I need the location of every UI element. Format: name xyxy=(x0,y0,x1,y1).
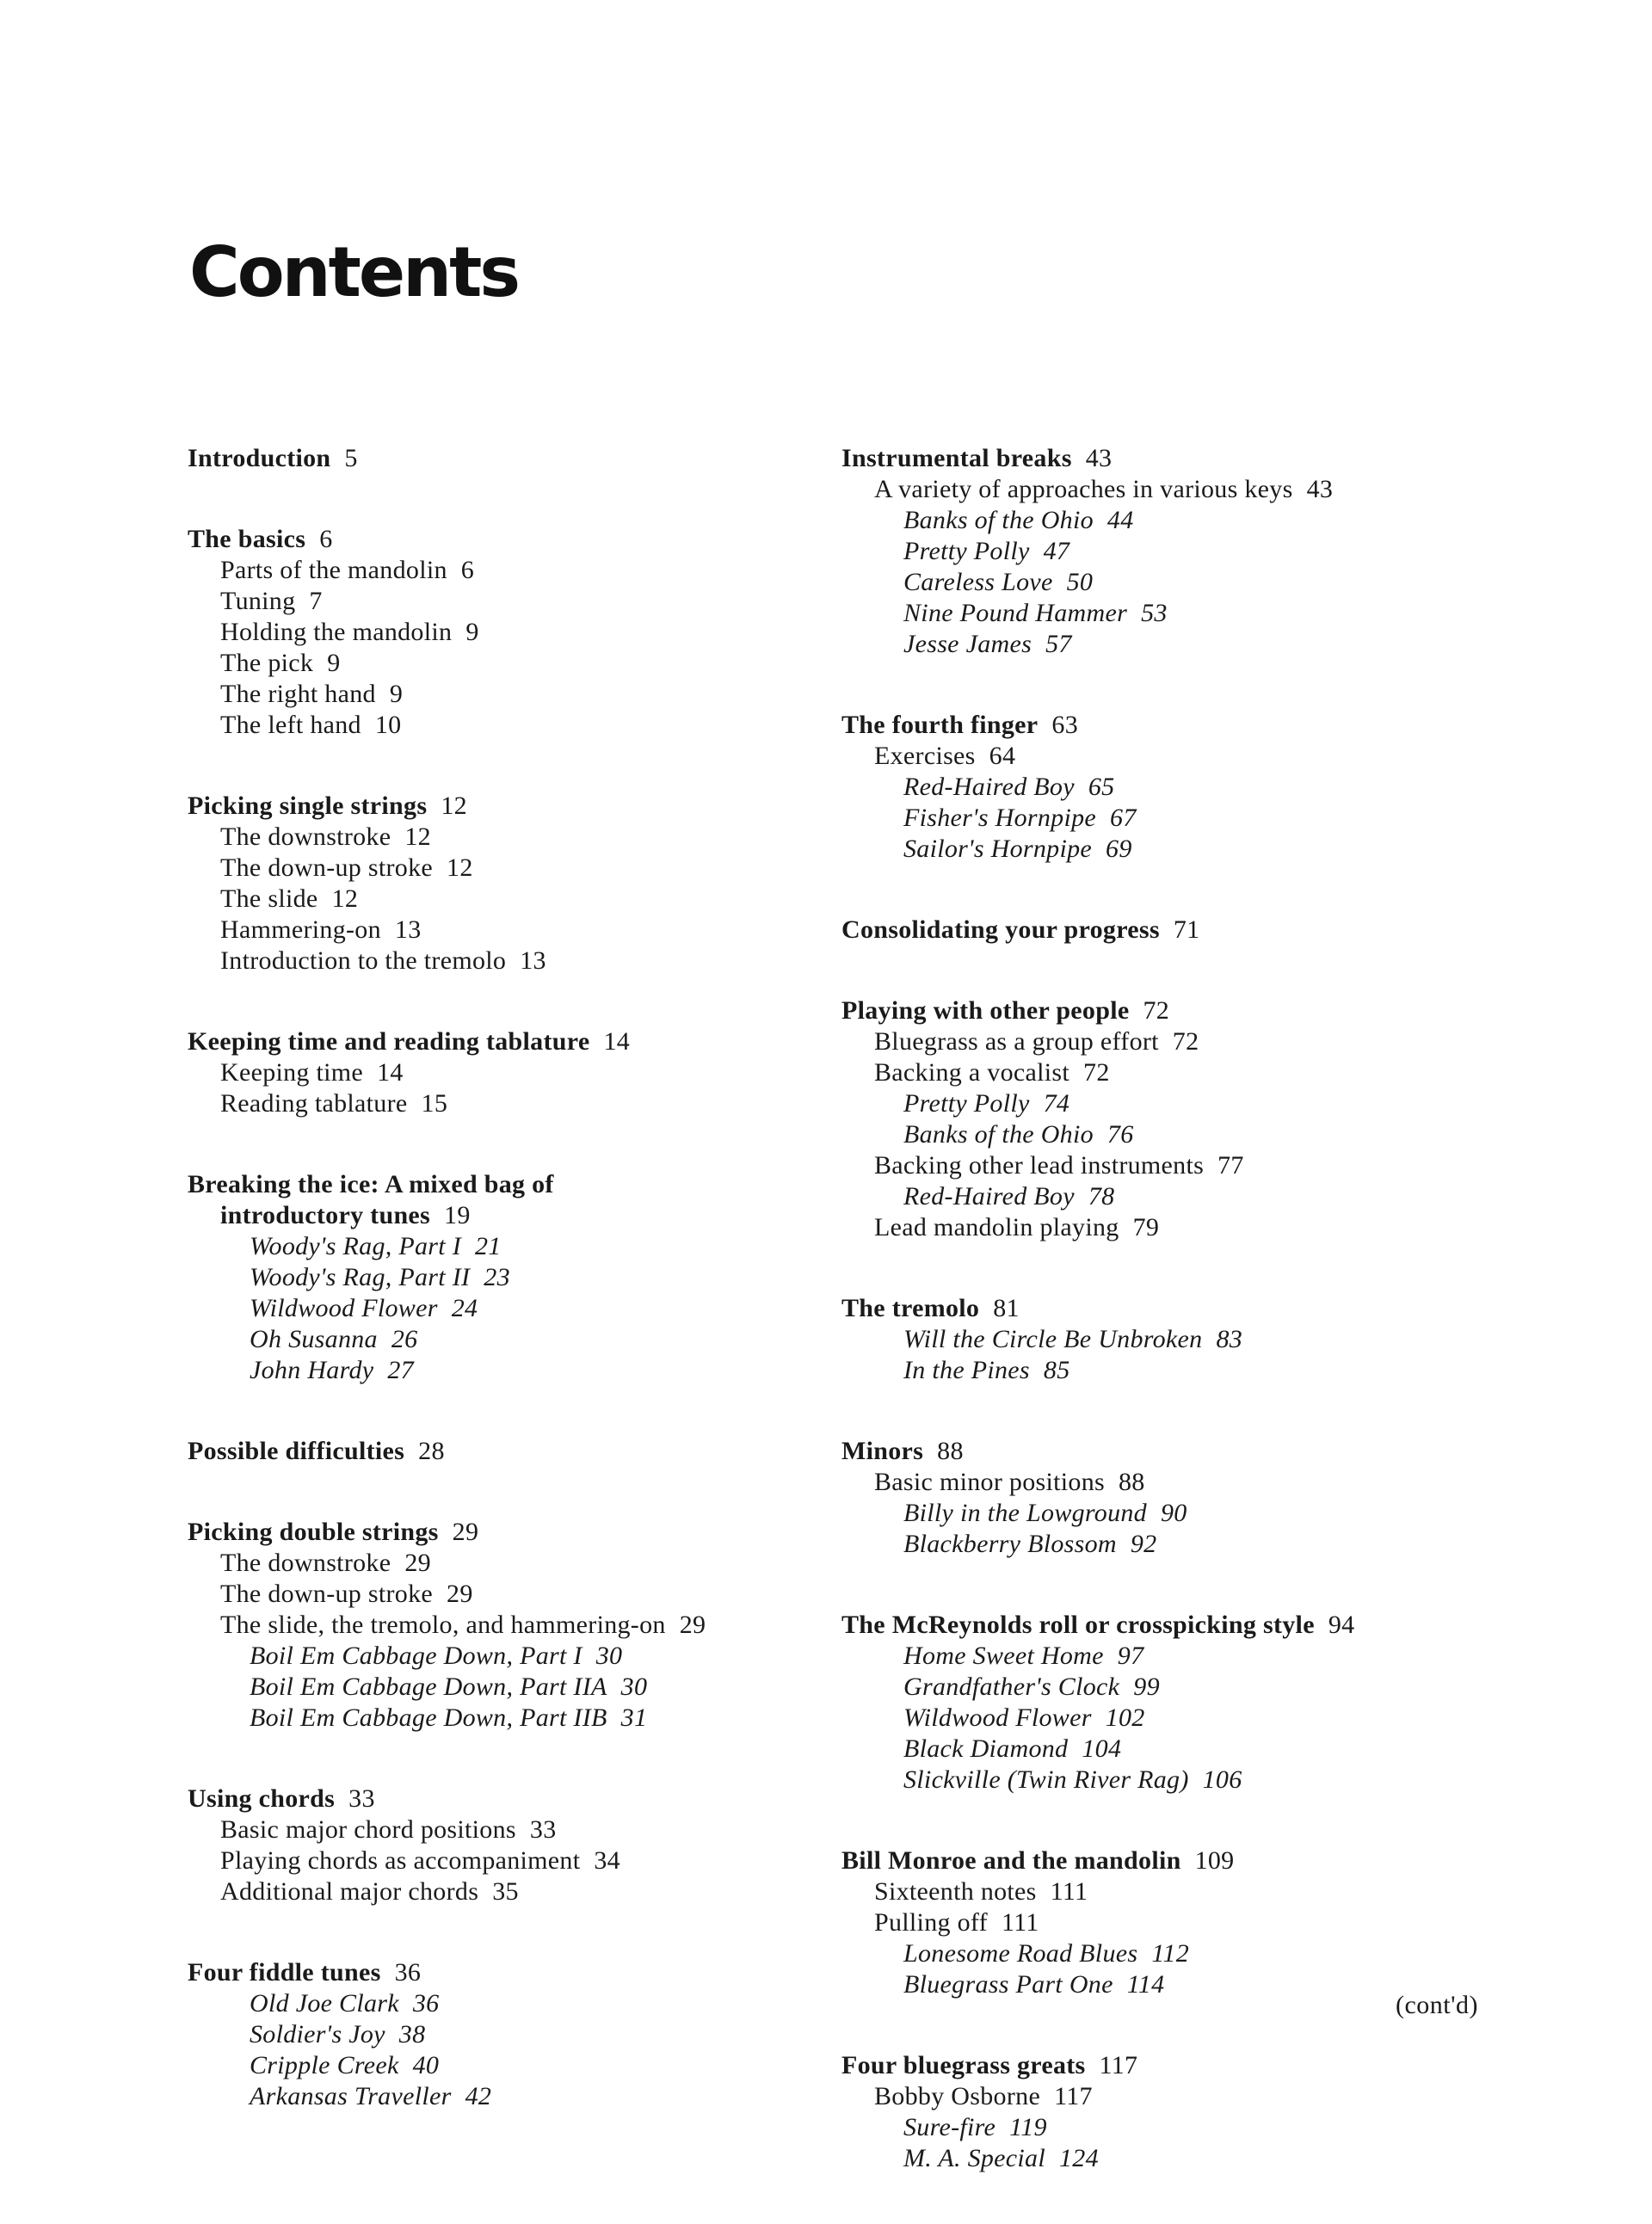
toc-chapter-entry xyxy=(188,1517,928,1548)
toc-tune-entry xyxy=(841,1088,1530,1119)
toc-entry-title: Boil Em Cabbage Down, Part I xyxy=(250,1642,583,1670)
toc-section xyxy=(841,710,1530,865)
toc-subsection-entry xyxy=(841,741,1530,772)
toc-subsection-entry xyxy=(841,1907,1530,1938)
toc-page-number: 78 xyxy=(1088,1182,1115,1211)
toc-chapter-entry xyxy=(841,443,1530,474)
toc-entry-title: Lead mandolin playing xyxy=(874,1213,1119,1241)
toc-section xyxy=(841,443,1530,660)
toc-subsection-entry xyxy=(188,946,928,976)
toc-page-number: 111 xyxy=(1001,1908,1039,1937)
toc-subsection-entry xyxy=(188,822,928,853)
toc-chapter-entry xyxy=(188,1026,928,1057)
toc-entry-title: Jesse James xyxy=(903,630,1032,658)
toc-page-number: 92 xyxy=(1130,1530,1157,1558)
toc-page-number: 15 xyxy=(421,1089,448,1118)
toc-entry-title: Banks of the Ohio xyxy=(903,506,1094,534)
toc-page-number: 30 xyxy=(620,1673,648,1701)
toc-entry-title: Woody's Rag, Part I xyxy=(250,1232,461,1260)
toc-tune-entry xyxy=(841,536,1530,567)
toc-page-number: 69 xyxy=(1106,835,1132,863)
toc-entry-title: Fisher's Hornpipe xyxy=(903,804,1097,832)
toc-subsection-entry xyxy=(841,474,1530,505)
toc-page-number: 117 xyxy=(1099,2051,1138,2079)
toc-page-number: 79 xyxy=(1132,1213,1160,1241)
toc-page-number: 94 xyxy=(1328,1611,1355,1639)
toc-subsection-entry xyxy=(188,1845,928,1876)
toc-page-number: 72 xyxy=(1083,1058,1110,1087)
page-title: Contents xyxy=(189,232,518,312)
toc-entry-title: The right hand xyxy=(220,680,376,708)
toc-page-number: 72 xyxy=(1143,996,1170,1025)
toc-section xyxy=(188,1169,928,1386)
toc-tune-entry xyxy=(841,803,1530,834)
toc-entry-title: Hammering-on xyxy=(220,915,381,944)
toc-section xyxy=(188,1026,928,1119)
toc-entry-title: Pretty Polly xyxy=(903,1089,1030,1118)
toc-page-number: 102 xyxy=(1105,1703,1145,1732)
toc-page-number: 6 xyxy=(460,556,475,584)
toc-entry-title: Introduction to the tremolo xyxy=(220,946,507,975)
toc-page-number: 76 xyxy=(1106,1120,1134,1149)
toc-page-number: 9 xyxy=(327,649,341,677)
toc-section xyxy=(841,915,1530,946)
toc-entry-title: The slide, the tremolo, and hammering-on xyxy=(220,1611,666,1639)
toc-entry-title: Wildwood Flower xyxy=(250,1294,438,1322)
toc-entry-title: The down-up stroke xyxy=(220,1580,434,1608)
toc-entry-title: Bluegrass as a group effort xyxy=(874,1027,1159,1056)
toc-entry-title: Wildwood Flower xyxy=(903,1703,1092,1732)
toc-chapter-entry xyxy=(841,1610,1530,1641)
toc-page-number: 119 xyxy=(1009,2113,1047,2141)
toc-page-number: 72 xyxy=(1172,1027,1199,1056)
toc-chapter-entry xyxy=(841,1845,1530,1876)
toc-tune-entry xyxy=(841,1734,1530,1765)
toc-entry-title: M. A. Special xyxy=(903,2144,1045,2172)
toc-tune-entry xyxy=(841,629,1530,660)
toc-section xyxy=(841,1293,1530,1386)
toc-subsection-entry xyxy=(188,1610,928,1641)
toc-page-number: 97 xyxy=(1117,1642,1144,1670)
toc-tune-entry xyxy=(841,1529,1530,1560)
toc-page-number: 111 xyxy=(1050,1877,1088,1906)
toc-chapter-entry xyxy=(188,443,928,474)
toc-page-number: 43 xyxy=(1085,444,1113,472)
toc-page-number: 42 xyxy=(465,2082,492,2110)
toc-subsection-entry xyxy=(188,915,928,946)
toc-page-number: 6 xyxy=(319,525,333,553)
toc-tune-entry xyxy=(188,2081,928,2112)
toc-entry-title: The McReynolds roll or crosspicking style xyxy=(841,1611,1315,1639)
toc-page-number: 24 xyxy=(451,1294,478,1322)
toc-page-number: 109 xyxy=(1194,1846,1235,1875)
toc-entry-title: John Hardy xyxy=(250,1356,374,1384)
toc-entry-title: Basic major chord positions xyxy=(220,1815,516,1844)
toc-page-number: 14 xyxy=(603,1027,631,1056)
toc-entry-title: Tuning xyxy=(220,587,296,615)
toc-entry-title: Parts of the mandolin xyxy=(220,556,447,584)
toc-subsection-entry xyxy=(188,710,928,741)
toc-entry-title: Pretty Polly xyxy=(903,537,1030,565)
toc-subsection-entry xyxy=(841,2081,1530,2112)
toc-subsection-entry xyxy=(188,1876,928,1907)
toc-subsection-entry xyxy=(188,1579,928,1610)
toc-chapter-entry xyxy=(188,524,928,555)
toc-subsection-entry xyxy=(188,555,928,586)
toc-tune-entry xyxy=(841,834,1530,865)
toc-subsection-entry xyxy=(188,1814,928,1845)
toc-page-number: 33 xyxy=(529,1815,557,1844)
toc-page-number: 13 xyxy=(394,915,422,944)
toc-subsection-entry xyxy=(841,1467,1530,1498)
toc-subsection-entry xyxy=(841,1212,1530,1243)
toc-entry-title: Sailor's Hornpipe xyxy=(903,835,1093,863)
toc-entry-title: Bluegrass Part One xyxy=(903,1970,1113,1999)
toc-page-number: 57 xyxy=(1045,630,1072,658)
toc-page-number: 29 xyxy=(679,1611,706,1639)
toc-entry-title: Backing other lead instruments xyxy=(874,1151,1205,1180)
toc-tune-entry xyxy=(188,2019,928,2050)
toc-entry-title: Cripple Creek xyxy=(250,2051,399,2079)
toc-section xyxy=(841,1610,1530,1796)
toc-page-number: 9 xyxy=(389,680,404,708)
toc-section xyxy=(188,1784,928,1907)
toc-tune-entry xyxy=(188,1231,928,1262)
toc-page-number: 71 xyxy=(1173,915,1200,944)
toc-page-number: 21 xyxy=(475,1232,502,1260)
toc-tune-entry xyxy=(841,598,1530,629)
toc-entry-title: Introduction xyxy=(188,444,331,472)
toc-entry-title: Pulling off xyxy=(874,1908,988,1937)
toc-entry-title: Blackberry Blossom xyxy=(903,1530,1117,1558)
toc-tune-entry xyxy=(188,1988,928,2019)
toc-entry-title: Holding the mandolin xyxy=(220,618,453,646)
toc-page-number: 12 xyxy=(331,884,359,913)
toc-entry-title: introductory tunes xyxy=(220,1201,431,1229)
toc-section xyxy=(188,1517,928,1734)
toc-entry-title: The left hand xyxy=(220,711,361,739)
toc-page-number: 7 xyxy=(309,587,323,615)
toc-entry-title: Black Diamond xyxy=(903,1734,1069,1763)
toc-section xyxy=(188,1957,928,2112)
toc-page-number: 35 xyxy=(492,1877,519,1906)
toc-right-column xyxy=(841,443,1530,2224)
toc-entry-title: Using chords xyxy=(188,1784,336,1813)
toc-subsection-entry xyxy=(188,1548,928,1579)
toc-page-number: 12 xyxy=(441,792,467,820)
toc-entry-title: Backing a vocalist xyxy=(874,1058,1070,1087)
toc-entry-title: Playing chords as accompaniment xyxy=(220,1846,581,1875)
toc-page-number: 29 xyxy=(452,1518,479,1546)
toc-page-number: 14 xyxy=(377,1058,404,1087)
toc-tune-entry xyxy=(841,505,1530,536)
toc-page-number: 53 xyxy=(1141,599,1168,627)
toc-entry-title: Billy in the Lowground xyxy=(903,1499,1147,1527)
toc-chapter-entry xyxy=(841,995,1530,1026)
toc-subsection-entry xyxy=(188,884,928,915)
toc-entry-title: Additional major chords xyxy=(220,1877,479,1906)
toc-page-number: 67 xyxy=(1110,804,1137,832)
toc-page-number: 44 xyxy=(1106,506,1134,534)
toc-page-number: 36 xyxy=(412,1989,440,2018)
toc-page-number: 13 xyxy=(520,946,546,975)
toc-tune-entry xyxy=(841,1703,1530,1734)
toc-tune-entry xyxy=(841,1765,1530,1796)
toc-tune-entry xyxy=(841,1938,1530,1969)
toc-page-number: 85 xyxy=(1043,1356,1070,1384)
toc-entry-title: Bobby Osborne xyxy=(874,2082,1041,2110)
toc-tune-entry xyxy=(841,1119,1530,1150)
toc-entry-title: The tremolo xyxy=(841,1294,980,1322)
toc-page-number: 63 xyxy=(1051,711,1079,739)
toc-page-number: 74 xyxy=(1043,1089,1070,1118)
toc-subsection-entry xyxy=(841,1150,1530,1181)
toc-page-number: 117 xyxy=(1054,2082,1093,2110)
toc-entry-title: Nine Pound Hammer xyxy=(903,599,1128,627)
toc-subsection-entry xyxy=(188,586,928,617)
toc-page-number: 114 xyxy=(1126,1970,1165,1999)
toc-page-number: 77 xyxy=(1217,1151,1244,1180)
toc-page-number: 28 xyxy=(418,1437,445,1465)
toc-entry-title: Minors xyxy=(841,1437,924,1465)
toc-page-number: 27 xyxy=(387,1356,414,1384)
toc-entry-title: Playing with other people xyxy=(841,996,1130,1025)
toc-page-number: 36 xyxy=(394,1958,422,1987)
toc-entry-title: Consolidating your progress xyxy=(841,915,1160,944)
toc-entry-title: The slide xyxy=(220,884,318,913)
toc-entry-title: Possible difficulties xyxy=(188,1437,405,1465)
toc-entry-title: The fourth finger xyxy=(841,711,1039,739)
toc-chapter-entry xyxy=(188,1784,928,1814)
toc-chapter-entry xyxy=(188,1200,928,1231)
toc-left-column xyxy=(188,443,928,2162)
toc-page-number: 10 xyxy=(374,711,402,739)
toc-entry-title: Boil Em Cabbage Down, Part IIB xyxy=(250,1703,607,1732)
toc-subsection-entry xyxy=(188,648,928,679)
toc-page-number: 43 xyxy=(1306,475,1334,503)
toc-entry-title: Careless Love xyxy=(903,568,1053,596)
toc-page-number: 88 xyxy=(1118,1468,1145,1496)
toc-entry-title: Bill Monroe and the mandolin xyxy=(841,1846,1181,1875)
toc-tune-entry xyxy=(841,1324,1530,1355)
toc-chapter-entry xyxy=(841,710,1530,741)
toc-entry-title: Breaking the ice: A mixed bag of xyxy=(188,1170,554,1198)
toc-tune-entry xyxy=(841,2112,1530,2143)
toc-entry-title: Basic minor positions xyxy=(874,1468,1105,1496)
toc-entry-title: Grandfather's Clock xyxy=(903,1673,1120,1701)
toc-subsection-entry xyxy=(188,617,928,648)
toc-tune-entry xyxy=(841,1181,1530,1212)
toc-page-number: 40 xyxy=(412,2051,440,2079)
toc-page-number: 104 xyxy=(1082,1734,1122,1763)
toc-tune-entry xyxy=(841,1498,1530,1529)
toc-subsection-entry xyxy=(188,679,928,710)
toc-entry-title: Red-Haired Boy xyxy=(903,1182,1075,1211)
toc-chapter-entry xyxy=(188,791,928,822)
toc-page-number: 124 xyxy=(1058,2144,1099,2172)
toc-entry-title: Picking double strings xyxy=(188,1518,439,1546)
toc-chapter-entry xyxy=(841,2050,1530,2081)
toc-chapter-entry xyxy=(841,1436,1530,1467)
toc-page-number: 29 xyxy=(404,1549,431,1577)
toc-page-number: 19 xyxy=(444,1201,471,1229)
toc-entry-title: Four bluegrass greats xyxy=(841,2051,1086,2079)
toc-entry-title: Instrumental breaks xyxy=(841,444,1072,472)
toc-page-number: 112 xyxy=(1151,1939,1190,1968)
toc-entry-title: Will the Circle Be Unbroken xyxy=(903,1325,1203,1353)
toc-chapter-entry xyxy=(188,1436,928,1467)
toc-entry-title: Soldier's Joy xyxy=(250,2020,385,2048)
toc-page-number: 106 xyxy=(1202,1765,1242,1794)
toc-entry-title: Reading tablature xyxy=(220,1089,408,1118)
toc-section xyxy=(841,995,1530,1243)
toc-tune-entry xyxy=(188,2050,928,2081)
toc-page-number: 12 xyxy=(404,822,431,851)
toc-tune-entry xyxy=(188,1293,928,1324)
toc-section xyxy=(841,2050,1530,2174)
toc-entry-title: Keeping time xyxy=(220,1058,364,1087)
toc-page-number: 50 xyxy=(1066,568,1094,596)
toc-tune-entry xyxy=(188,1672,928,1703)
toc-page-number: 31 xyxy=(620,1703,648,1732)
toc-entry-title: Home Sweet Home xyxy=(903,1642,1104,1670)
toc-page-number: 5 xyxy=(344,444,358,472)
toc-entry-title: Keeping time and reading tablature xyxy=(188,1027,590,1056)
toc-subsection-entry xyxy=(841,1026,1530,1057)
toc-entry-title: Boil Em Cabbage Down, Part IIA xyxy=(250,1673,607,1701)
toc-entry-title: In the Pines xyxy=(903,1356,1030,1384)
toc-page-number: 83 xyxy=(1216,1325,1243,1353)
toc-tune-entry xyxy=(841,772,1530,803)
toc-entry-title: Picking single strings xyxy=(188,792,428,820)
toc-section xyxy=(188,443,928,474)
toc-tune-entry xyxy=(188,1355,928,1386)
toc-entry-title: Exercises xyxy=(874,742,976,770)
toc-section xyxy=(188,524,928,741)
continued-label: (cont'd) xyxy=(1396,1991,1479,2019)
toc-page-number: 12 xyxy=(447,853,473,882)
toc-entry-title: Sure-fire xyxy=(903,2113,996,2141)
toc-entry-title: Banks of the Ohio xyxy=(903,1120,1094,1149)
toc-page-number: 88 xyxy=(937,1437,964,1465)
toc-tune-entry xyxy=(841,2143,1530,2174)
toc-entry-title: Red-Haired Boy xyxy=(903,773,1075,801)
toc-entry-title: Arkansas Traveller xyxy=(250,2082,452,2110)
toc-entry-title: Sixteenth notes xyxy=(874,1877,1037,1906)
toc-entry-title: The down-up stroke xyxy=(220,853,434,882)
toc-tune-entry xyxy=(841,1641,1530,1672)
toc-chapter-entry xyxy=(188,1957,928,1988)
toc-entry-title: Old Joe Clark xyxy=(250,1989,399,2018)
toc-tune-entry xyxy=(841,1672,1530,1703)
toc-page-number: 47 xyxy=(1043,537,1070,565)
toc-page-number: 26 xyxy=(391,1325,418,1353)
toc-entry-title: Oh Susanna xyxy=(250,1325,378,1353)
toc-entry-title: Lonesome Road Blues xyxy=(903,1939,1138,1968)
toc-subsection-entry xyxy=(188,1088,928,1119)
toc-chapter-entry xyxy=(188,1169,928,1200)
toc-section xyxy=(188,791,928,976)
toc-tune-entry xyxy=(841,567,1530,598)
toc-page-number: 64 xyxy=(989,742,1016,770)
toc-page-number: 99 xyxy=(1133,1673,1160,1701)
toc-entry-title: The basics xyxy=(188,525,306,553)
toc-entry-title: The downstroke xyxy=(220,1549,391,1577)
toc-subsection-entry xyxy=(188,1057,928,1088)
toc-page-number: 33 xyxy=(348,1784,375,1813)
toc-page-number: 34 xyxy=(594,1846,620,1875)
toc-section xyxy=(188,1436,928,1467)
toc-tune-entry xyxy=(188,1324,928,1355)
toc-entry-title: A variety of approaches in various keys xyxy=(874,475,1293,503)
toc-tune-entry xyxy=(841,1355,1530,1386)
toc-chapter-entry xyxy=(841,1293,1530,1324)
toc-page-number: 30 xyxy=(595,1642,623,1670)
toc-chapter-entry xyxy=(841,915,1530,946)
toc-section xyxy=(841,1436,1530,1560)
toc-section xyxy=(841,1845,1530,2000)
toc-tune-entry xyxy=(188,1703,928,1734)
toc-tune-entry xyxy=(188,1262,928,1293)
toc-entry-title: Four fiddle tunes xyxy=(188,1958,381,1987)
toc-entry-title: Woody's Rag, Part II xyxy=(250,1263,471,1291)
toc-page-number: 81 xyxy=(993,1294,1020,1322)
toc-page-number: 65 xyxy=(1088,773,1115,801)
toc-entry-title: The pick xyxy=(220,649,314,677)
toc-page-number: 38 xyxy=(398,2020,426,2048)
toc-page-number: 90 xyxy=(1161,1499,1187,1527)
toc-tune-entry xyxy=(188,1641,928,1672)
toc-page-number: 9 xyxy=(465,618,479,646)
toc-subsection-entry xyxy=(841,1876,1530,1907)
toc-page-number: 23 xyxy=(484,1263,510,1291)
toc-subsection-entry xyxy=(188,853,928,884)
toc-entry-title: The downstroke xyxy=(220,822,391,851)
toc-entry-title: Slickville (Twin River Rag) xyxy=(903,1765,1189,1794)
toc-page-number: 29 xyxy=(447,1580,473,1608)
toc-subsection-entry xyxy=(841,1057,1530,1088)
